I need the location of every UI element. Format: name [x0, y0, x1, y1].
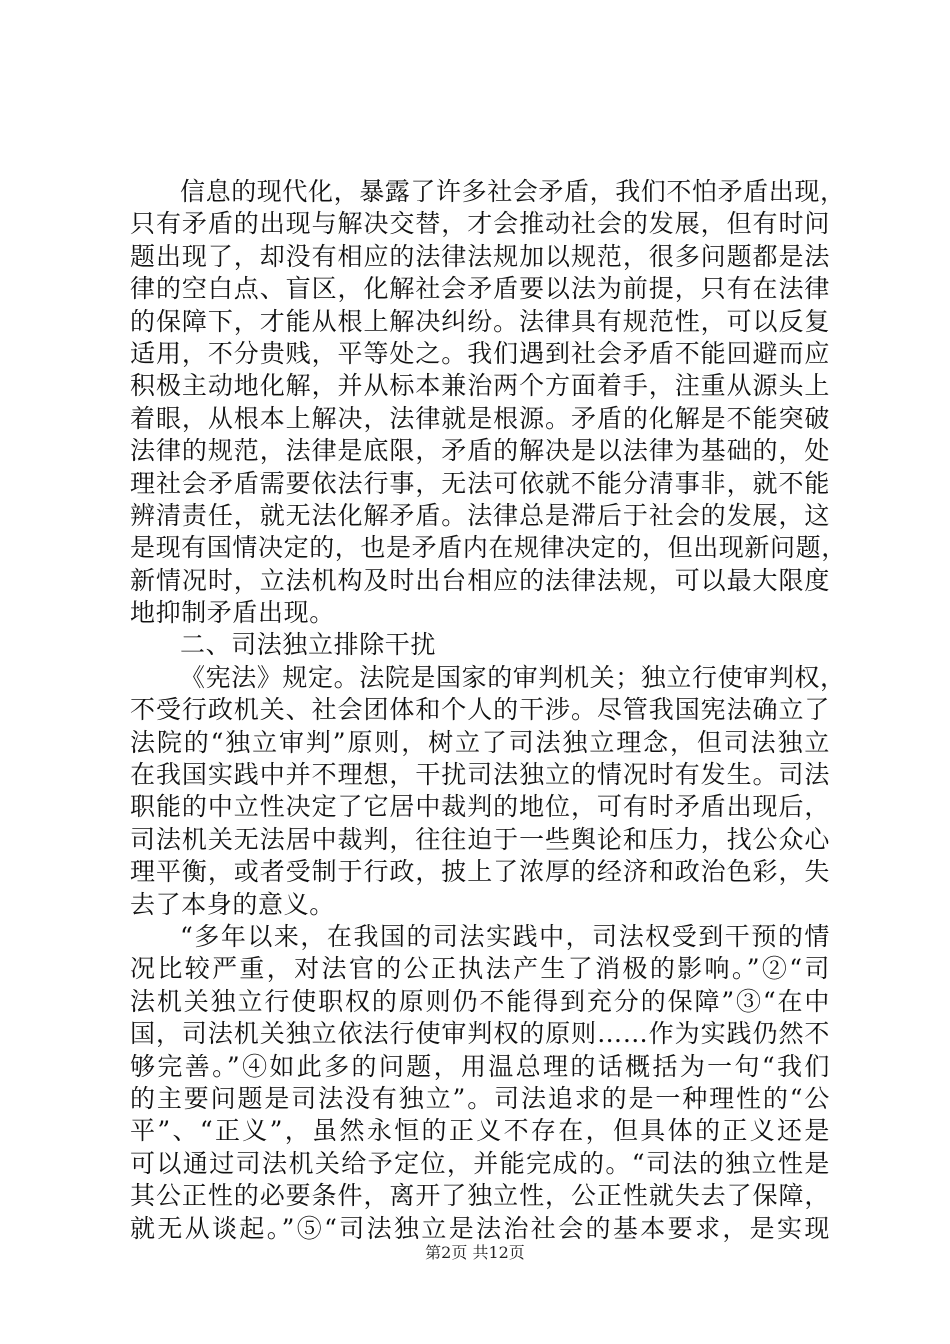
text-line: 司法机关无法居中裁判，往往迫于一些舆论和压力，找公众心	[130, 824, 830, 854]
text-line: 就无从谈起。”⑤“司法独立是法治社会的基本要求，是实现	[130, 1213, 830, 1243]
page-footer	[0, 1240, 950, 1263]
paragraph-1	[130, 176, 847, 629]
text-line: 可以通过司法机关给予定位，并能完成的。“司法的独立性是	[130, 1148, 830, 1178]
text-line: 题出现了，却没有相应的法律法规加以规范，很多问题都是法	[130, 241, 830, 271]
text-line: 平”、“正义”，虽然永恒的正义不存在，但具体的正义还是	[130, 1116, 830, 1146]
text-line: 地抑制矛盾出现。	[130, 598, 335, 628]
text-line: 律的空白点、盲区，化解社会矛盾要以法为前提，只有在法律	[130, 274, 830, 304]
paragraph-3	[130, 921, 830, 1245]
text-line: 法机关独立行使职权的原则仍不能得到充分的保障”③“在中	[130, 986, 830, 1016]
text-line: 积极主动地化解，并从标本兼治两个方面着手，注重从源头上	[130, 371, 830, 401]
text-line: 况比较严重，对法官的公正执法产生了消极的影响。”②“司	[130, 954, 830, 984]
text-line: 信息的现代化，暴露了许多社会矛盾，我们不怕矛盾出现，	[180, 177, 846, 206]
text-line: 只有矛盾的出现与解决交替，才会推动社会的发展，但有时问	[130, 209, 830, 239]
heading-text: 二、司法独立排除干扰	[180, 630, 437, 660]
document-body	[130, 176, 847, 1245]
text-line: 在我国实践中并不理想，干扰司法独立的情况时有发生。司法	[130, 760, 830, 790]
text-line: 适用，不分贵贱，平等处之。我们遇到社会矛盾不能回避而应	[130, 338, 830, 368]
text-line: 不受行政机关、社会团体和个人的干涉。尽管我国宪法确立了	[130, 695, 830, 725]
text-line: 去了本身的意义。	[130, 889, 335, 919]
text-line: 理社会矛盾需要依法行事，无法可依就不能分清事非，就不能	[130, 468, 830, 498]
text-line: 的保障下，才能从根上解决纠纷。法律具有规范性，可以反复	[130, 306, 830, 336]
text-line: 的主要问题是司法没有独立”。司法追求的是一种理性的“公	[130, 1083, 830, 1113]
text-line: 新情况时，立法机构及时出台相应的法律法规，可以最大限度	[130, 565, 830, 595]
text-line: 国，司法机关独立依法行使审判权的原则……作为实践仍然不	[130, 1019, 830, 1049]
text-line: 法律的规范，法律是底限，矛盾的解决是以法律为基础的，处	[130, 436, 830, 466]
text-line: 着眼，从根本上解决，法律就是根源。矛盾的化解是不能突破	[130, 403, 830, 433]
text-line: 是现有国情决定的，也是矛盾内在规律决定的，但出现新问题，	[130, 533, 847, 563]
page-number-label: 第2页 共12页	[425, 1243, 525, 1262]
text-line: “多年以来，在我国的司法实践中，司法权受到干预的情	[180, 921, 830, 951]
section-heading	[130, 629, 830, 661]
text-line: 够完善。”④如此多的问题，用温总理的话概括为一句“我们	[130, 1051, 830, 1081]
paragraph-2	[130, 662, 846, 921]
text-line: 法院的“独立审判”原则，树立了司法独立理念，但司法独立	[130, 727, 830, 757]
text-line: 辨清责任，就无法化解矛盾。法律总是滞后于社会的发展，这	[130, 500, 830, 530]
text-line: 理平衡，或者受制于行政，披上了浓厚的经济和政治色彩，失	[130, 857, 830, 887]
text-line: 其公正性的必要条件，离开了独立性，公正性就失去了保障，	[130, 1181, 830, 1211]
text-line: 职能的中立性决定了它居中裁判的地位，可有时矛盾出现后，	[130, 792, 830, 822]
text-line: 《宪法》规定。法院是国家的审判机关；独立行使审判权，	[180, 662, 846, 692]
